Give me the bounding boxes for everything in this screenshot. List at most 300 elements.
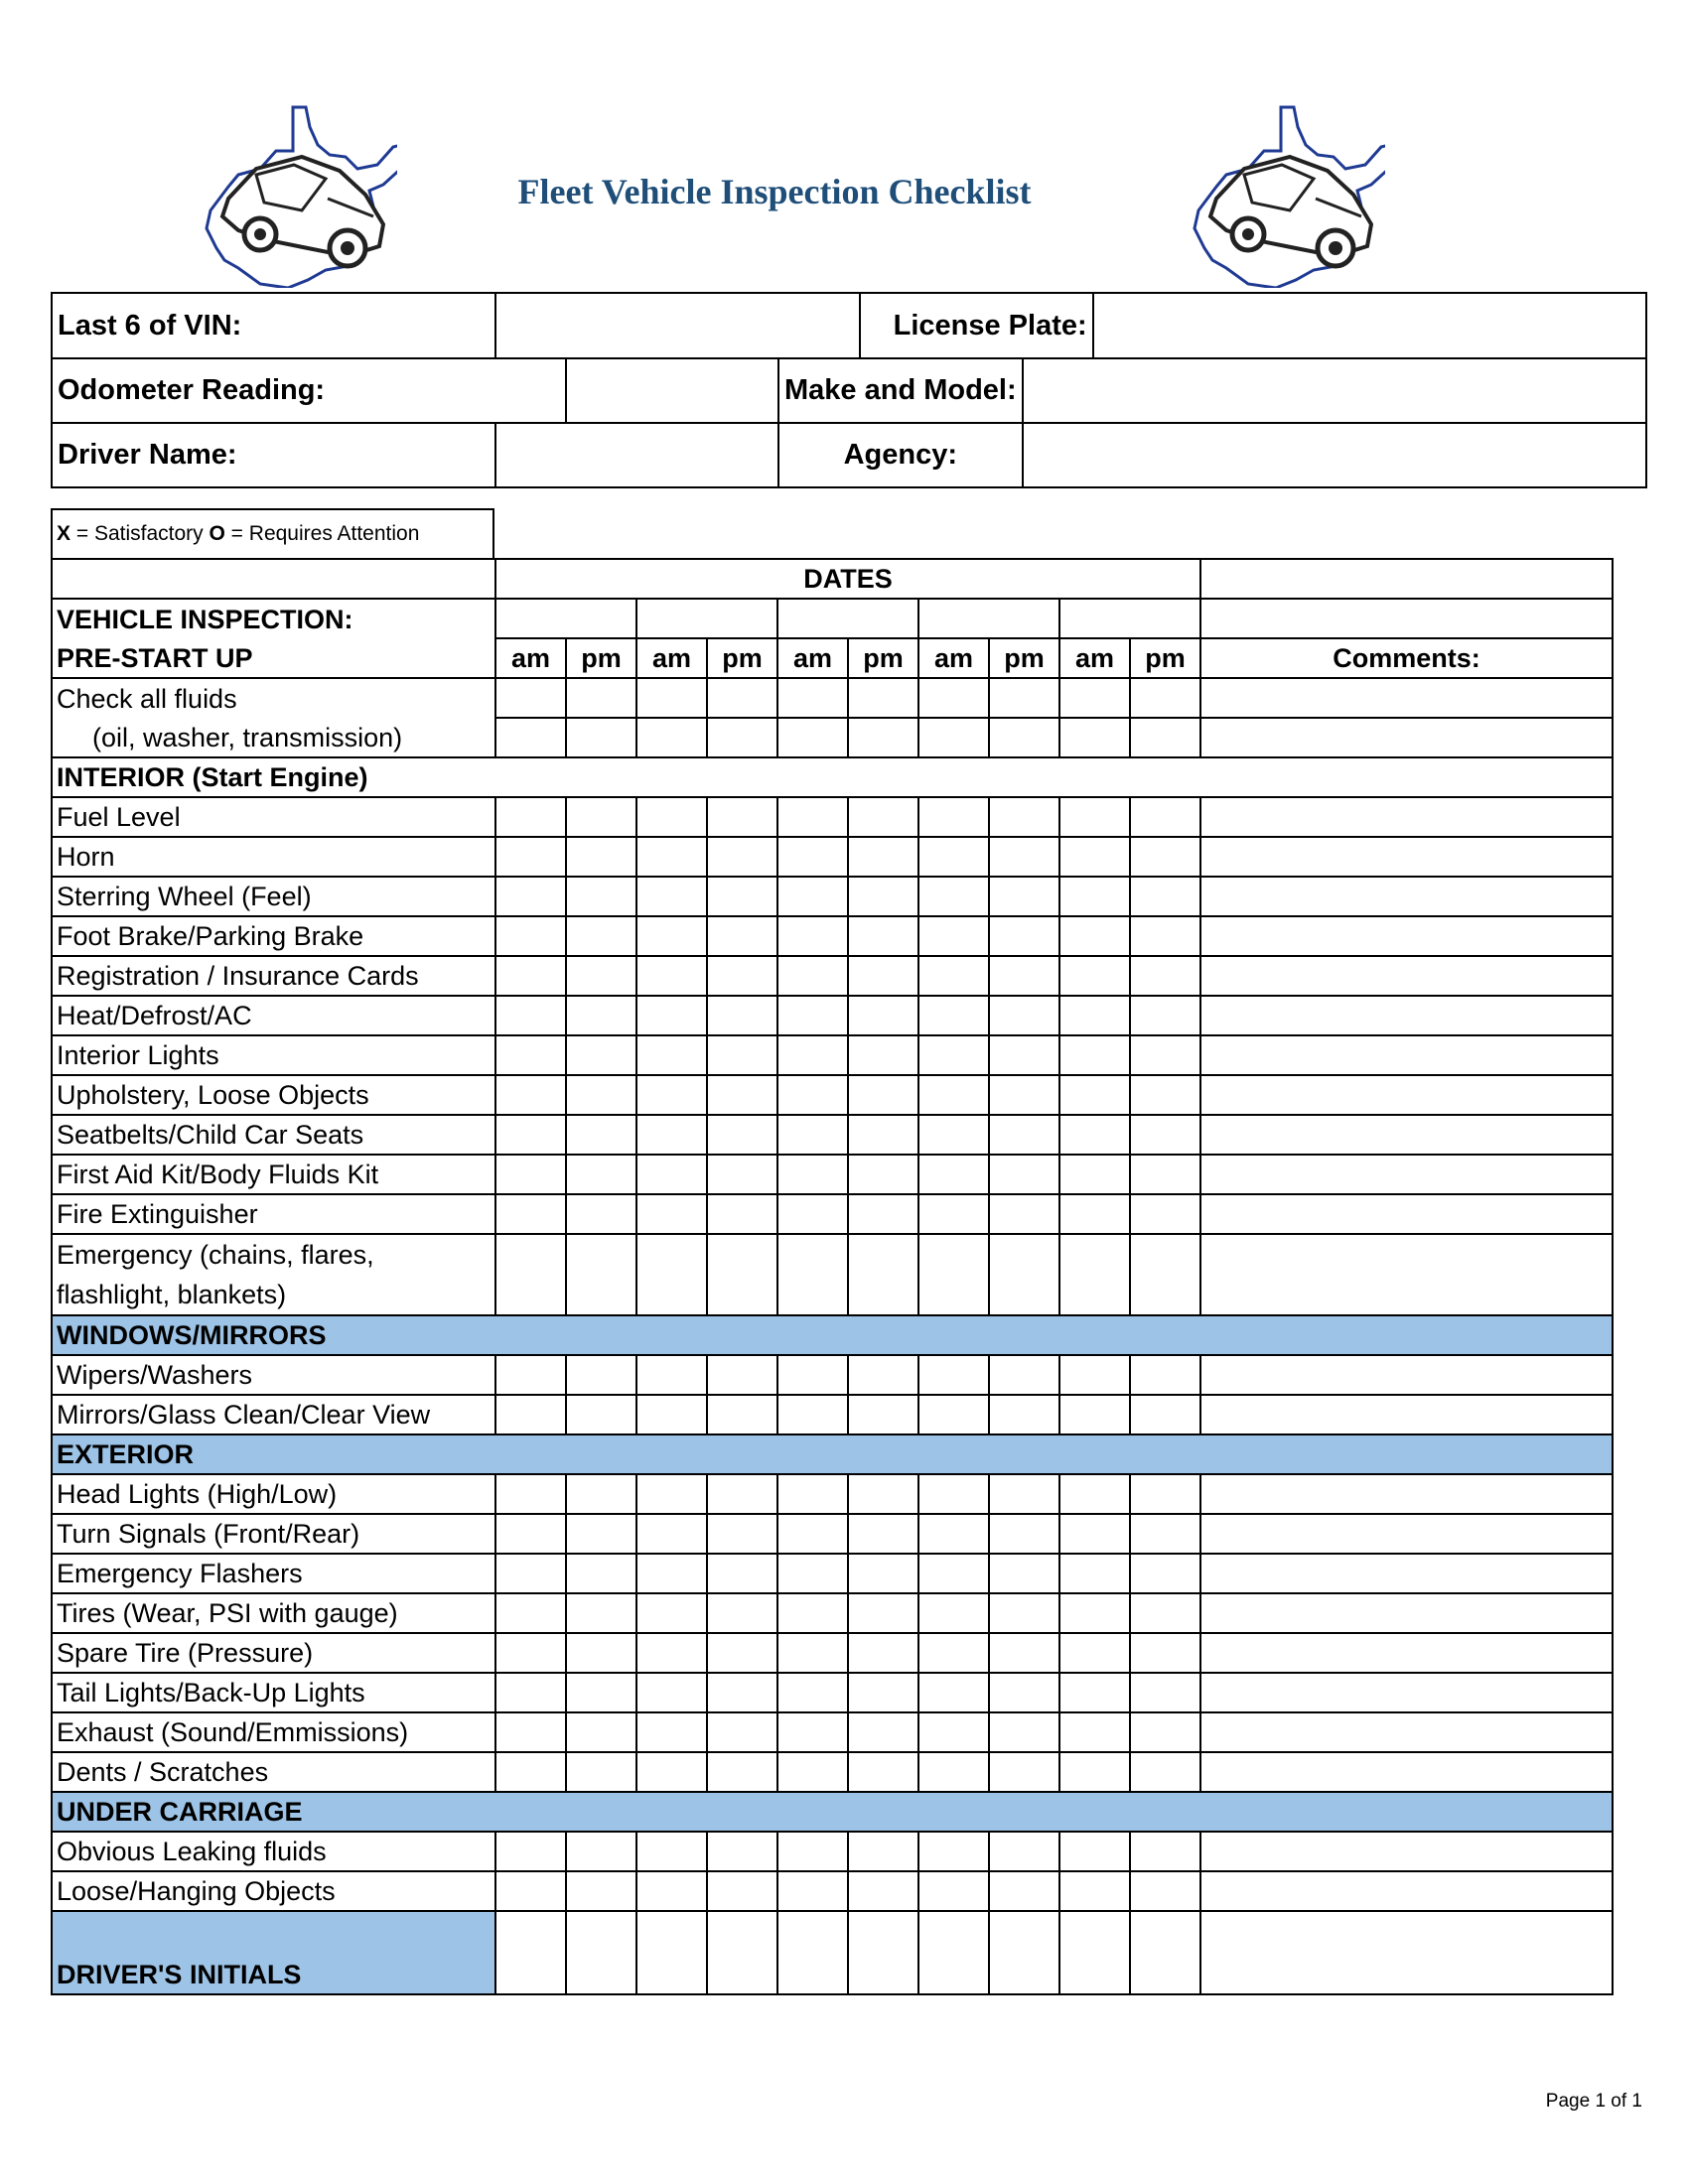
check-cell[interactable] xyxy=(848,1911,918,1994)
check-cell[interactable] xyxy=(1059,678,1130,718)
check-cell[interactable] xyxy=(918,1911,989,1994)
check-cell[interactable] xyxy=(495,678,566,718)
check-cell[interactable] xyxy=(777,1234,848,1315)
check-cell[interactable] xyxy=(495,1832,566,1871)
check-cell[interactable] xyxy=(777,996,848,1035)
check-cell[interactable] xyxy=(1130,718,1200,757)
check-cell[interactable] xyxy=(918,1194,989,1234)
date-field[interactable] xyxy=(495,599,636,638)
check-cell[interactable] xyxy=(707,1633,777,1673)
check-cell[interactable] xyxy=(777,1035,848,1075)
check-cell[interactable] xyxy=(636,1194,707,1234)
check-cell[interactable] xyxy=(636,1593,707,1633)
check-cell[interactable] xyxy=(989,956,1059,996)
check-cell[interactable] xyxy=(636,718,707,757)
check-cell[interactable] xyxy=(777,1752,848,1792)
check-cell[interactable] xyxy=(566,1514,636,1554)
check-cell[interactable] xyxy=(566,1633,636,1673)
make-model-field[interactable] xyxy=(1023,358,1646,423)
check-cell[interactable] xyxy=(707,837,777,877)
check-cell[interactable] xyxy=(848,1832,918,1871)
check-cell[interactable] xyxy=(777,1832,848,1871)
check-cell[interactable] xyxy=(1059,1832,1130,1871)
comment-cell[interactable] xyxy=(1200,1832,1613,1871)
check-cell[interactable] xyxy=(777,678,848,718)
check-cell[interactable] xyxy=(566,1355,636,1395)
check-cell[interactable] xyxy=(848,1075,918,1115)
check-cell[interactable] xyxy=(1059,1155,1130,1194)
check-cell[interactable] xyxy=(636,1075,707,1115)
comment-cell[interactable] xyxy=(1200,1035,1613,1075)
check-cell[interactable] xyxy=(1059,1871,1130,1911)
comment-cell[interactable] xyxy=(1200,1075,1613,1115)
check-cell[interactable] xyxy=(918,1832,989,1871)
check-cell[interactable] xyxy=(1130,1155,1200,1194)
check-cell[interactable] xyxy=(707,877,777,916)
check-cell[interactable] xyxy=(1059,1234,1130,1315)
check-cell[interactable] xyxy=(636,797,707,837)
check-cell[interactable] xyxy=(707,1712,777,1752)
check-cell[interactable] xyxy=(848,996,918,1035)
agency-field[interactable] xyxy=(1023,423,1646,487)
check-cell[interactable] xyxy=(1130,1911,1200,1994)
check-cell[interactable] xyxy=(848,1554,918,1593)
check-cell[interactable] xyxy=(495,1752,566,1792)
check-cell[interactable] xyxy=(1059,718,1130,757)
check-cell[interactable] xyxy=(777,837,848,877)
check-cell[interactable] xyxy=(495,1155,566,1194)
check-cell[interactable] xyxy=(636,1911,707,1994)
check-cell[interactable] xyxy=(1130,877,1200,916)
check-cell[interactable] xyxy=(566,1871,636,1911)
comment-cell[interactable] xyxy=(1200,1115,1613,1155)
check-cell[interactable] xyxy=(989,877,1059,916)
check-cell[interactable] xyxy=(918,1115,989,1155)
check-cell[interactable] xyxy=(495,877,566,916)
check-cell[interactable] xyxy=(777,1474,848,1514)
check-cell[interactable] xyxy=(707,1234,777,1315)
check-cell[interactable] xyxy=(777,1673,848,1712)
check-cell[interactable] xyxy=(566,797,636,837)
check-cell[interactable] xyxy=(495,1871,566,1911)
check-cell[interactable] xyxy=(1130,1832,1200,1871)
comment-cell[interactable] xyxy=(1200,1395,1613,1434)
check-cell[interactable] xyxy=(989,1035,1059,1075)
comment-cell[interactable] xyxy=(1200,916,1613,956)
check-cell[interactable] xyxy=(495,996,566,1035)
check-cell[interactable] xyxy=(989,1395,1059,1434)
date-field[interactable] xyxy=(777,599,918,638)
check-cell[interactable] xyxy=(848,1155,918,1194)
check-cell[interactable] xyxy=(918,678,989,718)
check-cell[interactable] xyxy=(848,877,918,916)
comment-cell[interactable] xyxy=(1200,1752,1613,1792)
check-cell[interactable] xyxy=(495,1194,566,1234)
check-cell[interactable] xyxy=(1059,1514,1130,1554)
date-field[interactable] xyxy=(1059,599,1200,638)
check-cell[interactable] xyxy=(707,1035,777,1075)
check-cell[interactable] xyxy=(1130,1234,1200,1315)
check-cell[interactable] xyxy=(848,1712,918,1752)
check-cell[interactable] xyxy=(707,1075,777,1115)
check-cell[interactable] xyxy=(1059,1474,1130,1514)
check-cell[interactable] xyxy=(636,1633,707,1673)
check-cell[interactable] xyxy=(918,718,989,757)
check-cell[interactable] xyxy=(566,1395,636,1434)
check-cell[interactable] xyxy=(707,718,777,757)
check-cell[interactable] xyxy=(989,1474,1059,1514)
comment-cell[interactable] xyxy=(1200,1871,1613,1911)
check-cell[interactable] xyxy=(1130,797,1200,837)
comment-cell[interactable] xyxy=(1200,1234,1613,1315)
check-cell[interactable] xyxy=(848,797,918,837)
comment-cell[interactable] xyxy=(1200,1474,1613,1514)
check-cell[interactable] xyxy=(918,1234,989,1315)
check-cell[interactable] xyxy=(1059,1395,1130,1434)
check-cell[interactable] xyxy=(636,1871,707,1911)
check-cell[interactable] xyxy=(777,1155,848,1194)
check-cell[interactable] xyxy=(918,1035,989,1075)
check-cell[interactable] xyxy=(495,1035,566,1075)
comment-cell[interactable] xyxy=(1200,837,1613,877)
check-cell[interactable] xyxy=(566,956,636,996)
check-cell[interactable] xyxy=(918,877,989,916)
check-cell[interactable] xyxy=(918,996,989,1035)
check-cell[interactable] xyxy=(918,1673,989,1712)
check-cell[interactable] xyxy=(707,1194,777,1234)
check-cell[interactable] xyxy=(566,678,636,718)
check-cell[interactable] xyxy=(495,837,566,877)
check-cell[interactable] xyxy=(566,996,636,1035)
check-cell[interactable] xyxy=(989,1911,1059,1994)
check-cell[interactable] xyxy=(1059,1673,1130,1712)
check-cell[interactable] xyxy=(848,1673,918,1712)
check-cell[interactable] xyxy=(1059,1194,1130,1234)
check-cell[interactable] xyxy=(495,1911,566,1994)
check-cell[interactable] xyxy=(989,1832,1059,1871)
check-cell[interactable] xyxy=(918,956,989,996)
check-cell[interactable] xyxy=(707,1593,777,1633)
check-cell[interactable] xyxy=(566,1155,636,1194)
check-cell[interactable] xyxy=(918,1752,989,1792)
check-cell[interactable] xyxy=(495,1474,566,1514)
date-field[interactable] xyxy=(918,599,1059,638)
check-cell[interactable] xyxy=(636,1712,707,1752)
check-cell[interactable] xyxy=(1130,916,1200,956)
check-cell[interactable] xyxy=(777,1554,848,1593)
check-cell[interactable] xyxy=(777,1514,848,1554)
check-cell[interactable] xyxy=(989,837,1059,877)
comment-cell[interactable] xyxy=(1200,678,1613,718)
check-cell[interactable] xyxy=(566,877,636,916)
check-cell[interactable] xyxy=(566,1911,636,1994)
check-cell[interactable] xyxy=(1130,956,1200,996)
check-cell[interactable] xyxy=(636,877,707,916)
check-cell[interactable] xyxy=(1059,1752,1130,1792)
check-cell[interactable] xyxy=(777,1355,848,1395)
check-cell[interactable] xyxy=(636,1832,707,1871)
comment-cell[interactable] xyxy=(1200,718,1613,757)
check-cell[interactable] xyxy=(918,1712,989,1752)
check-cell[interactable] xyxy=(636,1673,707,1712)
check-cell[interactable] xyxy=(566,1234,636,1315)
check-cell[interactable] xyxy=(1130,1752,1200,1792)
check-cell[interactable] xyxy=(848,1234,918,1315)
check-cell[interactable] xyxy=(1059,1712,1130,1752)
check-cell[interactable] xyxy=(1130,1035,1200,1075)
check-cell[interactable] xyxy=(636,1474,707,1514)
check-cell[interactable] xyxy=(495,1712,566,1752)
check-cell[interactable] xyxy=(1130,1395,1200,1434)
check-cell[interactable] xyxy=(1130,996,1200,1035)
odometer-field[interactable] xyxy=(566,358,778,423)
check-cell[interactable] xyxy=(707,1514,777,1554)
check-cell[interactable] xyxy=(848,718,918,757)
check-cell[interactable] xyxy=(777,877,848,916)
check-cell[interactable] xyxy=(1059,956,1130,996)
check-cell[interactable] xyxy=(707,1395,777,1434)
check-cell[interactable] xyxy=(707,678,777,718)
date-field[interactable] xyxy=(636,599,777,638)
check-cell[interactable] xyxy=(989,1194,1059,1234)
check-cell[interactable] xyxy=(495,1673,566,1712)
license-plate-field[interactable] xyxy=(1093,293,1646,358)
check-cell[interactable] xyxy=(707,1752,777,1792)
check-cell[interactable] xyxy=(1130,1673,1200,1712)
check-cell[interactable] xyxy=(495,1554,566,1593)
check-cell[interactable] xyxy=(918,1871,989,1911)
comment-cell[interactable] xyxy=(1200,1911,1613,1994)
check-cell[interactable] xyxy=(848,1474,918,1514)
comment-cell[interactable] xyxy=(1200,1712,1613,1752)
check-cell[interactable] xyxy=(566,1115,636,1155)
check-cell[interactable] xyxy=(495,718,566,757)
check-cell[interactable] xyxy=(707,1155,777,1194)
check-cell[interactable] xyxy=(566,1712,636,1752)
comment-cell[interactable] xyxy=(1200,1633,1613,1673)
comment-cell[interactable] xyxy=(1200,877,1613,916)
comment-cell[interactable] xyxy=(1200,1194,1613,1234)
check-cell[interactable] xyxy=(566,1035,636,1075)
check-cell[interactable] xyxy=(989,1514,1059,1554)
check-cell[interactable] xyxy=(495,797,566,837)
comment-cell[interactable] xyxy=(1200,996,1613,1035)
check-cell[interactable] xyxy=(1130,1194,1200,1234)
check-cell[interactable] xyxy=(1059,1633,1130,1673)
check-cell[interactable] xyxy=(1130,1075,1200,1115)
check-cell[interactable] xyxy=(848,1593,918,1633)
check-cell[interactable] xyxy=(777,1194,848,1234)
check-cell[interactable] xyxy=(777,1911,848,1994)
check-cell[interactable] xyxy=(495,1355,566,1395)
check-cell[interactable] xyxy=(777,1871,848,1911)
check-cell[interactable] xyxy=(636,1115,707,1155)
check-cell[interactable] xyxy=(848,1395,918,1434)
check-cell[interactable] xyxy=(495,1234,566,1315)
check-cell[interactable] xyxy=(918,1633,989,1673)
check-cell[interactable] xyxy=(777,1593,848,1633)
check-cell[interactable] xyxy=(1130,1633,1200,1673)
check-cell[interactable] xyxy=(495,1633,566,1673)
check-cell[interactable] xyxy=(707,996,777,1035)
check-cell[interactable] xyxy=(848,1514,918,1554)
check-cell[interactable] xyxy=(989,1554,1059,1593)
check-cell[interactable] xyxy=(1130,1474,1200,1514)
check-cell[interactable] xyxy=(918,797,989,837)
check-cell[interactable] xyxy=(777,797,848,837)
check-cell[interactable] xyxy=(707,797,777,837)
check-cell[interactable] xyxy=(1130,1355,1200,1395)
check-cell[interactable] xyxy=(989,1752,1059,1792)
driver-name-field[interactable] xyxy=(495,423,778,487)
check-cell[interactable] xyxy=(636,1355,707,1395)
check-cell[interactable] xyxy=(566,1194,636,1234)
check-cell[interactable] xyxy=(918,1395,989,1434)
check-cell[interactable] xyxy=(566,1474,636,1514)
check-cell[interactable] xyxy=(495,1514,566,1554)
check-cell[interactable] xyxy=(1059,1355,1130,1395)
check-cell[interactable] xyxy=(1059,797,1130,837)
comment-cell[interactable] xyxy=(1200,797,1613,837)
check-cell[interactable] xyxy=(1130,1514,1200,1554)
check-cell[interactable] xyxy=(918,1075,989,1115)
check-cell[interactable] xyxy=(495,1593,566,1633)
check-cell[interactable] xyxy=(707,1474,777,1514)
check-cell[interactable] xyxy=(707,1355,777,1395)
check-cell[interactable] xyxy=(1059,996,1130,1035)
check-cell[interactable] xyxy=(566,718,636,757)
check-cell[interactable] xyxy=(777,1115,848,1155)
check-cell[interactable] xyxy=(848,1752,918,1792)
check-cell[interactable] xyxy=(636,1035,707,1075)
comment-cell[interactable] xyxy=(1200,1554,1613,1593)
check-cell[interactable] xyxy=(636,1155,707,1194)
check-cell[interactable] xyxy=(989,1673,1059,1712)
comment-cell[interactable] xyxy=(1200,1673,1613,1712)
check-cell[interactable] xyxy=(636,1514,707,1554)
check-cell[interactable] xyxy=(989,678,1059,718)
check-cell[interactable] xyxy=(1130,1871,1200,1911)
check-cell[interactable] xyxy=(1059,1075,1130,1115)
check-cell[interactable] xyxy=(989,797,1059,837)
check-cell[interactable] xyxy=(707,916,777,956)
check-cell[interactable] xyxy=(989,1115,1059,1155)
check-cell[interactable] xyxy=(848,1115,918,1155)
check-cell[interactable] xyxy=(707,1554,777,1593)
comment-cell[interactable] xyxy=(1200,1514,1613,1554)
check-cell[interactable] xyxy=(636,956,707,996)
check-cell[interactable] xyxy=(848,1633,918,1673)
check-cell[interactable] xyxy=(989,718,1059,757)
check-cell[interactable] xyxy=(848,1194,918,1234)
check-cell[interactable] xyxy=(495,916,566,956)
check-cell[interactable] xyxy=(848,1355,918,1395)
check-cell[interactable] xyxy=(636,1554,707,1593)
check-cell[interactable] xyxy=(989,1355,1059,1395)
check-cell[interactable] xyxy=(495,1075,566,1115)
check-cell[interactable] xyxy=(1059,1593,1130,1633)
check-cell[interactable] xyxy=(777,916,848,956)
check-cell[interactable] xyxy=(1059,916,1130,956)
check-cell[interactable] xyxy=(495,956,566,996)
check-cell[interactable] xyxy=(918,1554,989,1593)
comment-cell[interactable] xyxy=(1200,1155,1613,1194)
check-cell[interactable] xyxy=(636,1395,707,1434)
comment-cell[interactable] xyxy=(1200,1355,1613,1395)
check-cell[interactable] xyxy=(1130,678,1200,718)
check-cell[interactable] xyxy=(566,1593,636,1633)
check-cell[interactable] xyxy=(1059,837,1130,877)
check-cell[interactable] xyxy=(707,956,777,996)
check-cell[interactable] xyxy=(1130,837,1200,877)
check-cell[interactable] xyxy=(918,916,989,956)
check-cell[interactable] xyxy=(918,1593,989,1633)
check-cell[interactable] xyxy=(918,1155,989,1194)
check-cell[interactable] xyxy=(989,1155,1059,1194)
check-cell[interactable] xyxy=(707,1911,777,1994)
check-cell[interactable] xyxy=(636,1752,707,1792)
check-cell[interactable] xyxy=(707,1832,777,1871)
check-cell[interactable] xyxy=(777,1395,848,1434)
check-cell[interactable] xyxy=(1130,1115,1200,1155)
check-cell[interactable] xyxy=(848,956,918,996)
check-cell[interactable] xyxy=(1059,1911,1130,1994)
check-cell[interactable] xyxy=(636,996,707,1035)
check-cell[interactable] xyxy=(989,996,1059,1035)
check-cell[interactable] xyxy=(636,837,707,877)
check-cell[interactable] xyxy=(777,1712,848,1752)
check-cell[interactable] xyxy=(777,1633,848,1673)
check-cell[interactable] xyxy=(848,1871,918,1911)
check-cell[interactable] xyxy=(848,678,918,718)
check-cell[interactable] xyxy=(848,1035,918,1075)
check-cell[interactable] xyxy=(566,1752,636,1792)
check-cell[interactable] xyxy=(1059,1115,1130,1155)
check-cell[interactable] xyxy=(989,916,1059,956)
check-cell[interactable] xyxy=(636,678,707,718)
check-cell[interactable] xyxy=(1130,1593,1200,1633)
check-cell[interactable] xyxy=(777,718,848,757)
check-cell[interactable] xyxy=(566,1554,636,1593)
check-cell[interactable] xyxy=(918,1514,989,1554)
check-cell[interactable] xyxy=(636,916,707,956)
comment-cell[interactable] xyxy=(1200,1593,1613,1633)
check-cell[interactable] xyxy=(1130,1712,1200,1752)
check-cell[interactable] xyxy=(707,1115,777,1155)
check-cell[interactable] xyxy=(989,1234,1059,1315)
check-cell[interactable] xyxy=(566,1673,636,1712)
check-cell[interactable] xyxy=(636,1234,707,1315)
check-cell[interactable] xyxy=(566,916,636,956)
check-cell[interactable] xyxy=(848,916,918,956)
check-cell[interactable] xyxy=(495,1395,566,1434)
check-cell[interactable] xyxy=(1059,877,1130,916)
comment-cell[interactable] xyxy=(1200,956,1613,996)
check-cell[interactable] xyxy=(566,837,636,877)
check-cell[interactable] xyxy=(918,1474,989,1514)
check-cell[interactable] xyxy=(707,1673,777,1712)
check-cell[interactable] xyxy=(1130,1554,1200,1593)
check-cell[interactable] xyxy=(989,1871,1059,1911)
check-cell[interactable] xyxy=(495,1115,566,1155)
check-cell[interactable] xyxy=(1059,1554,1130,1593)
check-cell[interactable] xyxy=(918,1355,989,1395)
check-cell[interactable] xyxy=(566,1832,636,1871)
check-cell[interactable] xyxy=(848,837,918,877)
check-cell[interactable] xyxy=(989,1075,1059,1115)
check-cell[interactable] xyxy=(989,1633,1059,1673)
check-cell[interactable] xyxy=(777,956,848,996)
